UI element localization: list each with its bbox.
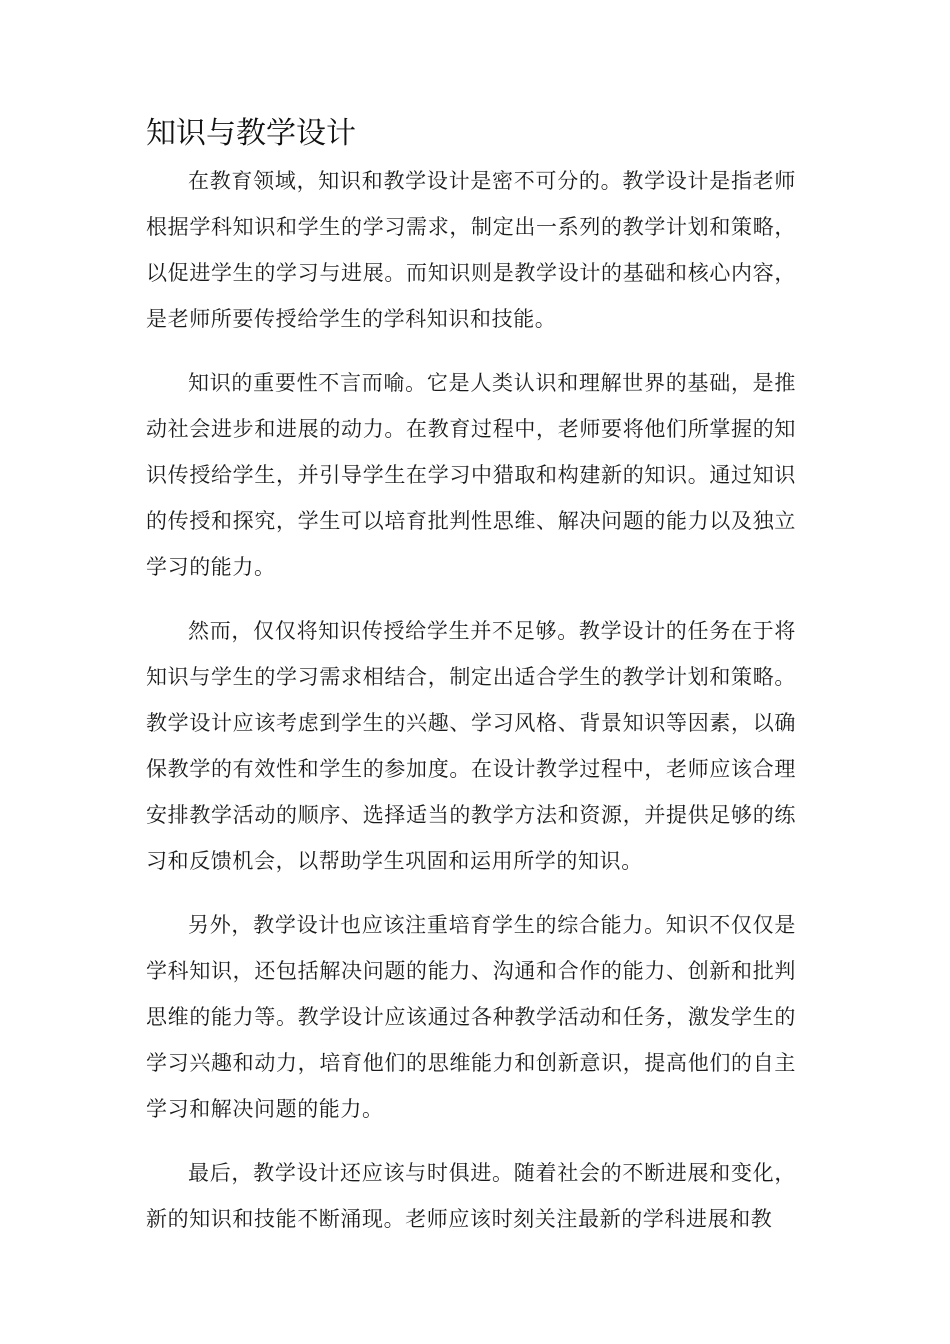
- paragraph-3: 然而，仅仅将知识传授给学生并不足够。教学设计的任务在于将知识与学生的学习需求相结合，制定出适合学生的教学计划和策略。教学设计应该考虑到学生的兴趣、学习风格、背景知识等因素，以确保教学的有效性和学生的参加度。在设计教学过程中，老师应该合理安排教学活动的顺序、选择适当的教学方法和资源，并提供足够的练习和反馈机会，以帮助学生巩固和运用所学的知识。: [146, 619, 796, 873]
- paragraph-4: 另外，教学设计也应该注重培育学生的综合能力。知识不仅仅是学科知识，还包括解决问题的能力、沟通和合作的能力、创新和批判思维的能力等。教学设计应该通过各种教学活动和任务，激发学生的学习兴趣和动力，培育他们的思维能力和创新意识，提高他们的自主学习和解决问题的能力。: [146, 913, 796, 1121]
- document-title: 知识与教学设计: [146, 116, 356, 151]
- document-body: [146, 158, 796, 1260]
- paragraph-5: 最后，教学设计还应该与时俱进。随着社会的不断进展和变化，新的知识和技能不断涌现。老师应该时刻关注最新的学科进展和教: [146, 1161, 796, 1231]
- paragraph-2: 知识的重要性不言而喻。它是人类认识和理解世界的基础，是推动社会进步和进展的动力。在教育过程中，老师要将他们所掌握的知识传授给学生，并引导学生在学习中猎取和构建新的知识。通过知识的传授和探究，学生可以培育批判性思维、解决问题的能力以及独立学习的能力。: [146, 371, 796, 579]
- paragraph-1: 在教育领域，知识和教学设计是密不可分的。教学设计是指老师根据学科知识和学生的学习需求，制定出一系列的教学计划和策略，以促进学生的学习与进展。而知识则是教学设计的基础和核心内容，是老师所要传授给学生的学科知识和技能。: [146, 169, 796, 331]
